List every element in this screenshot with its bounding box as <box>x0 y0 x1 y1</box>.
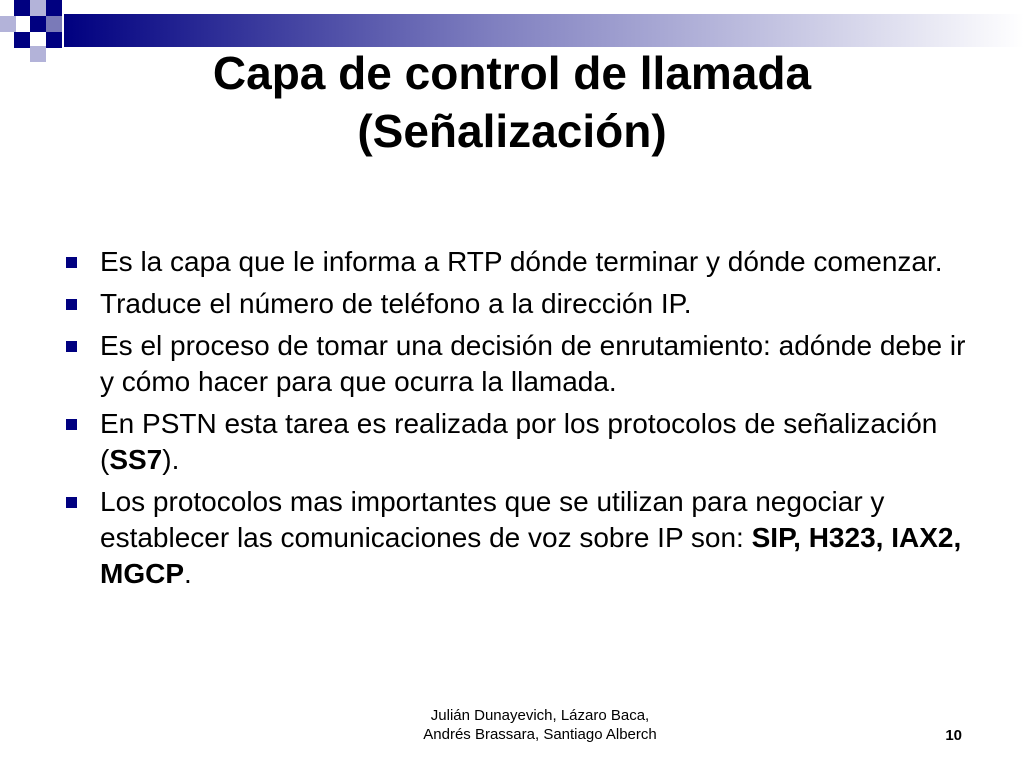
bullet-item <box>62 286 972 322</box>
square-bullet-icon <box>66 497 77 508</box>
square-bullet-icon <box>66 299 77 310</box>
bullet-text-before: Los protocolos mas importantes que se utilizan para negociar y establecer las comunicaciones de voz sobre IP son: <box>100 486 885 553</box>
square-bullet-icon <box>66 257 77 268</box>
footer-authors <box>340 706 740 744</box>
bullet-item <box>62 484 972 592</box>
bullet-item <box>62 244 972 280</box>
deco-square <box>30 0 46 16</box>
bullet-text-bold: SS7 <box>109 444 163 475</box>
bullet-text: Es la capa que le informa a RTP dónde terminar y dónde comenzar. <box>100 246 943 277</box>
deco-square <box>46 0 62 16</box>
title-line-1: Capa de control de llamada <box>212 47 812 99</box>
bullet-text-after: ). <box>162 444 180 475</box>
bullet-text-after: . <box>184 558 192 589</box>
deco-square <box>0 16 16 32</box>
title-line-2: (Señalización) <box>357 105 667 157</box>
square-bullet-icon <box>66 419 77 430</box>
bullet-text-before: En PSTN esta tarea es realizada por los protocolos de señalización ( <box>100 408 938 475</box>
authors-line-2: Andrés Brassara, Santiago Alberch <box>423 726 657 743</box>
bullet-list <box>62 244 972 598</box>
bullet-item <box>62 406 972 478</box>
deco-square <box>30 16 46 32</box>
bullet-text-bold: SIP, H323, IAX2, MGCP <box>100 522 962 589</box>
deco-square <box>14 0 30 16</box>
deco-square <box>46 16 62 32</box>
deco-square <box>14 32 30 48</box>
bullet-text: Traduce el número de teléfono a la dirección IP. <box>100 288 692 319</box>
bullet-text: Es el proceso de tomar una decisión de enrutamiento: adónde debe ir y cómo hacer para que ocurra la llamada. <box>100 330 966 397</box>
authors-line-1: Julián Dunayevich, Lázaro Baca, <box>430 707 650 724</box>
header-gradient-bar <box>64 0 1024 47</box>
slide-title <box>40 44 984 160</box>
square-bullet-icon <box>66 341 77 352</box>
bullet-item <box>62 328 972 400</box>
page-number: 10 <box>945 727 962 744</box>
